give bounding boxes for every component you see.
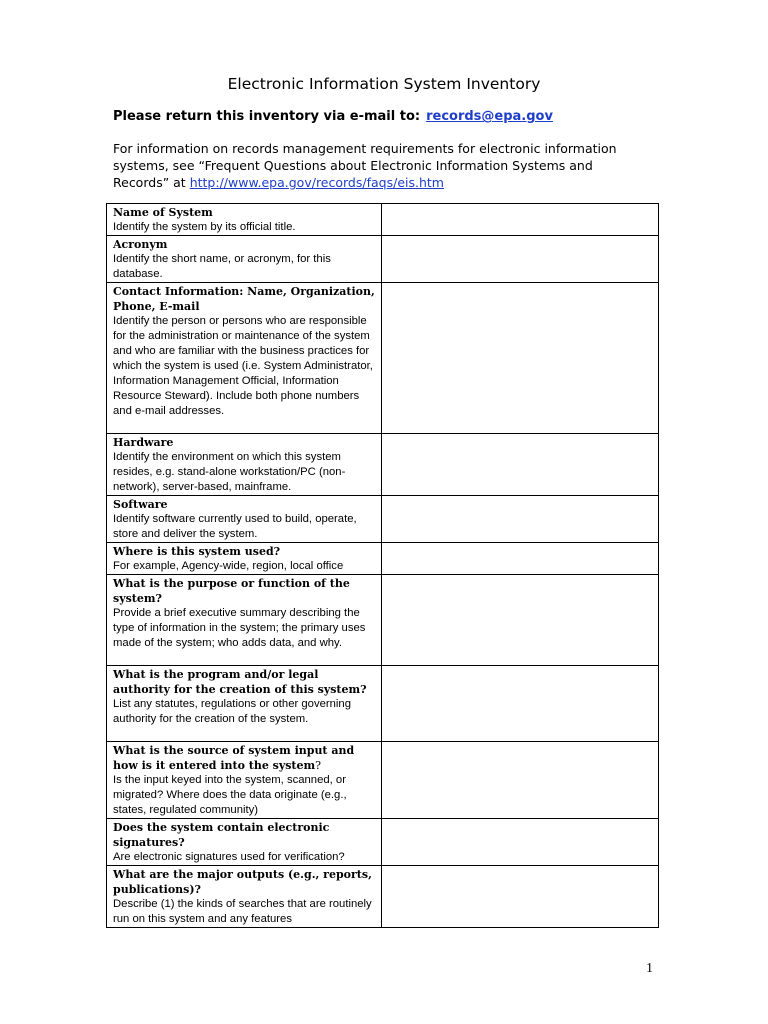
row-description: Identify the short name, or acronym, for this database. bbox=[113, 253, 331, 280]
answer-cell[interactable] bbox=[382, 434, 659, 496]
table-row bbox=[107, 575, 659, 666]
row-label: What is the purpose or function of the system? bbox=[113, 577, 350, 605]
row-label: Contact Information: Name, Organization, Phone, E-mail bbox=[113, 285, 375, 313]
faq-link[interactable]: http://www.epa.gov/records/faqs/eis.htm bbox=[189, 175, 444, 190]
answer-cell[interactable] bbox=[382, 204, 659, 236]
row-label: Hardware bbox=[113, 436, 174, 449]
question-cell bbox=[107, 283, 382, 434]
answer-cell[interactable] bbox=[382, 742, 659, 819]
row-label: Name of System bbox=[113, 206, 213, 219]
table-row bbox=[107, 543, 659, 575]
inventory-table bbox=[106, 203, 659, 928]
question-cell bbox=[107, 666, 382, 742]
answer-cell[interactable] bbox=[382, 819, 659, 866]
answer-cell[interactable] bbox=[382, 236, 659, 283]
row-label: Software bbox=[113, 498, 168, 511]
answer-cell[interactable] bbox=[382, 866, 659, 928]
row-label: What is the program and/or legal authority for the creation of this system? bbox=[113, 668, 367, 696]
table-row bbox=[107, 866, 659, 928]
answer-cell[interactable] bbox=[382, 666, 659, 742]
table-row bbox=[107, 819, 659, 866]
question-cell bbox=[107, 236, 382, 283]
answer-cell[interactable] bbox=[382, 543, 659, 575]
question-cell bbox=[107, 204, 382, 236]
document-title: Electronic Information System Inventory bbox=[227, 75, 541, 93]
row-description: Identify the person or persons who are responsible for the administration or maintenance of the system and who are familiar with the business practices for which the system is used (i.e. System Administrator, Information Management Official, Information Resource Steward). Include both phone numbers and e-mail addresses. bbox=[113, 315, 373, 417]
table-row bbox=[107, 236, 659, 283]
return-instruction bbox=[113, 108, 553, 126]
table-row bbox=[107, 496, 659, 543]
return-text: Please return this inventory via e-mail to: bbox=[113, 109, 421, 124]
page-number: 1 bbox=[646, 961, 653, 976]
question-cell bbox=[107, 434, 382, 496]
info-text: For information on records management requirements for electronic information systems, see “Frequent Questions about Electronic Information Systems and Records” at bbox=[113, 141, 617, 190]
question-cell bbox=[107, 742, 382, 819]
row-description: List any statutes, regulations or other governing authority for the creation of the system. bbox=[113, 698, 352, 725]
table-row bbox=[107, 742, 659, 819]
row-label-suffix: ? bbox=[315, 759, 322, 772]
row-description: Is the input keyed into the system, scanned, or migrated? Where does the data originate (e.g., states, regulated community) bbox=[113, 774, 347, 816]
row-description: Describe (1) the kinds of searches that are routinely run on this system and any features bbox=[113, 898, 372, 925]
table-row bbox=[107, 204, 659, 236]
row-description: Are electronic signatures used for verification? bbox=[113, 851, 345, 863]
answer-cell[interactable] bbox=[382, 575, 659, 666]
row-description: Provide a brief executive summary describing the type of information in the system; the primary uses made of the system; who adds data, and why. bbox=[113, 607, 366, 649]
question-cell bbox=[107, 496, 382, 543]
row-label bbox=[113, 743, 375, 773]
question-cell bbox=[107, 866, 382, 928]
table-row bbox=[107, 283, 659, 434]
row-label: Where is this system used? bbox=[113, 545, 281, 558]
info-paragraph bbox=[113, 140, 633, 191]
email-link[interactable]: records@epa.gov bbox=[426, 109, 553, 124]
question-cell bbox=[107, 543, 382, 575]
row-label: What are the major outputs (e.g., reports, publications)? bbox=[113, 868, 372, 896]
table-row bbox=[107, 434, 659, 496]
answer-cell[interactable] bbox=[382, 283, 659, 434]
row-label-text: What is the source of system input and how is it entered into the system bbox=[113, 744, 355, 772]
answer-cell[interactable] bbox=[382, 496, 659, 543]
row-description: Identify the system by its official title. bbox=[113, 221, 296, 233]
question-cell bbox=[107, 575, 382, 666]
table-row bbox=[107, 666, 659, 742]
row-description: For example, Agency-wide, region, local office bbox=[113, 560, 344, 572]
row-label: Does the system contain electronic signatures? bbox=[113, 821, 330, 849]
question-cell bbox=[107, 819, 382, 866]
row-description: Identify software currently used to build, operate, store and deliver the system. bbox=[113, 513, 357, 540]
row-description: Identify the environment on which this system resides, e.g. stand-alone workstation/PC (non-network), server-based, mainframe. bbox=[113, 451, 346, 493]
row-label: Acronym bbox=[113, 238, 168, 251]
